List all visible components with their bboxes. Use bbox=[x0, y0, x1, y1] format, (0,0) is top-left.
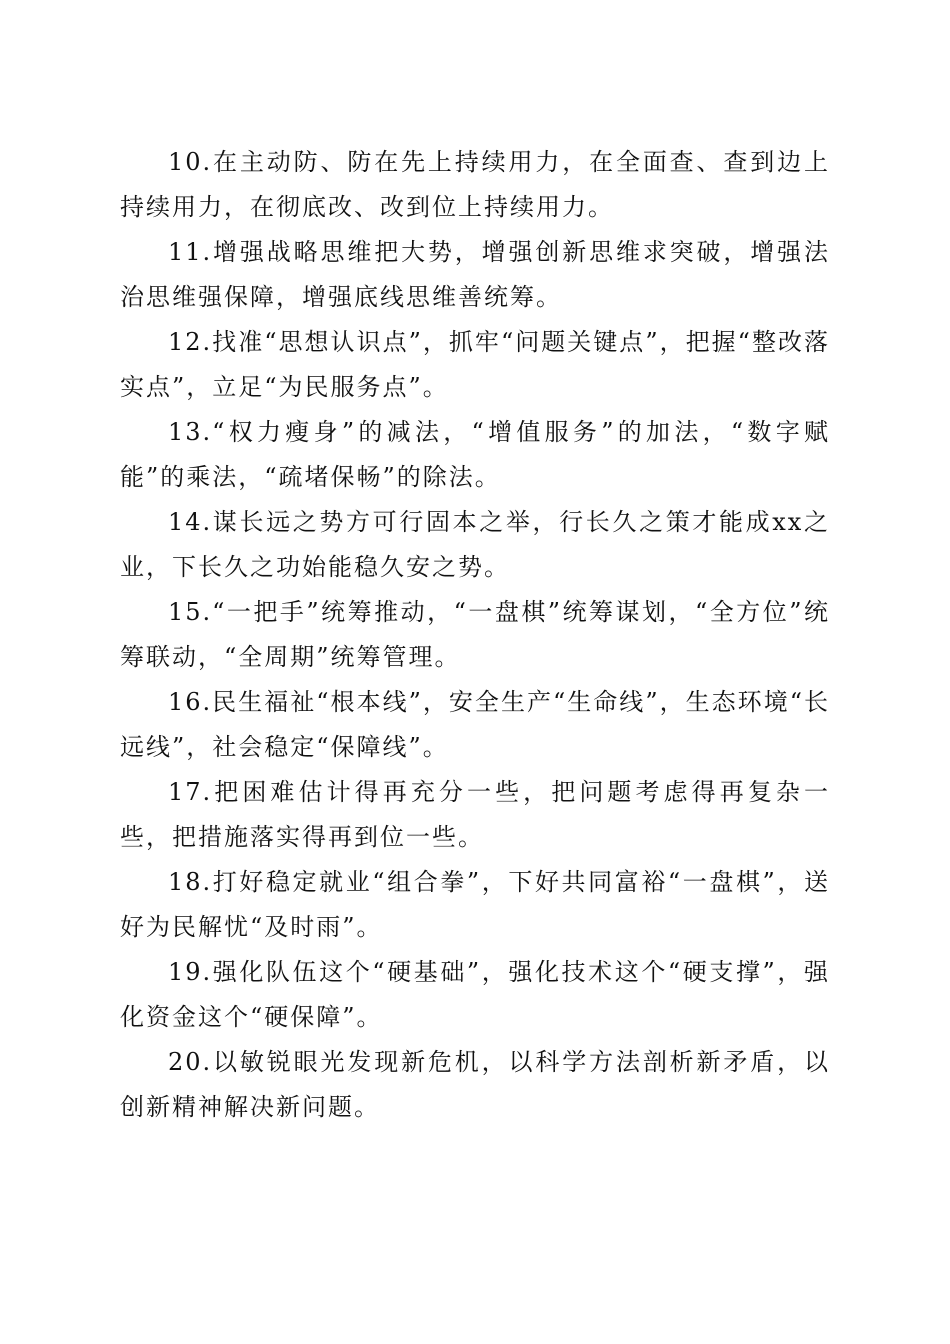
paragraph-16: 16.民生福祉“根本线”，安全生产“生命线”，生态环境“长远线”，社会稳定“保障线”。 bbox=[120, 688, 830, 761]
paragraph-11: 11.增强战略思维把大势，增强创新思维求突破，增强法治思维强保障，增强底线思维善统筹。 bbox=[120, 238, 830, 311]
paragraph-15: 15.“一把手”统筹推动，“一盘棋”统筹谋划，“全方位”统筹联动，“全周期”统筹管理。 bbox=[120, 598, 830, 671]
paragraph-19: 19.强化队伍这个“硬基础”，强化技术这个“硬支撑”，强化资金这个“硬保障”。 bbox=[120, 958, 830, 1031]
paragraph-12: 12.找准“思想认识点”，抓牢“问题关键点”，把握“整改落实点”，立足“为民服务点”。 bbox=[120, 328, 830, 401]
paragraph-13: 13.“权力瘦身”的减法，“增值服务”的加法，“数字赋能”的乘法，“疏堵保畅”的除法。 bbox=[120, 418, 830, 491]
paragraph-17: 17.把困难估计得再充分一些，把问题考虑得再复杂一些，把措施落实得再到位一些。 bbox=[120, 778, 830, 851]
paragraph-20: 20.以敏锐眼光发现新危机，以科学方法剖析新矛盾，以创新精神解决新问题。 bbox=[120, 1048, 830, 1121]
paragraph-18: 18.打好稳定就业“组合拳”，下好共同富裕“一盘棋”，送好为民解忧“及时雨”。 bbox=[120, 868, 830, 941]
paragraph-10: 10.在主动防、防在先上持续用力，在全面查、查到边上持续用力，在彻底改、改到位上持续用力。 bbox=[120, 148, 830, 221]
document-body bbox=[120, 140, 830, 1130]
paragraph-14: 14.谋长远之势方可行固本之举，行长久之策才能成xx之业，下长久之功始能稳久安之势。 bbox=[120, 508, 830, 581]
